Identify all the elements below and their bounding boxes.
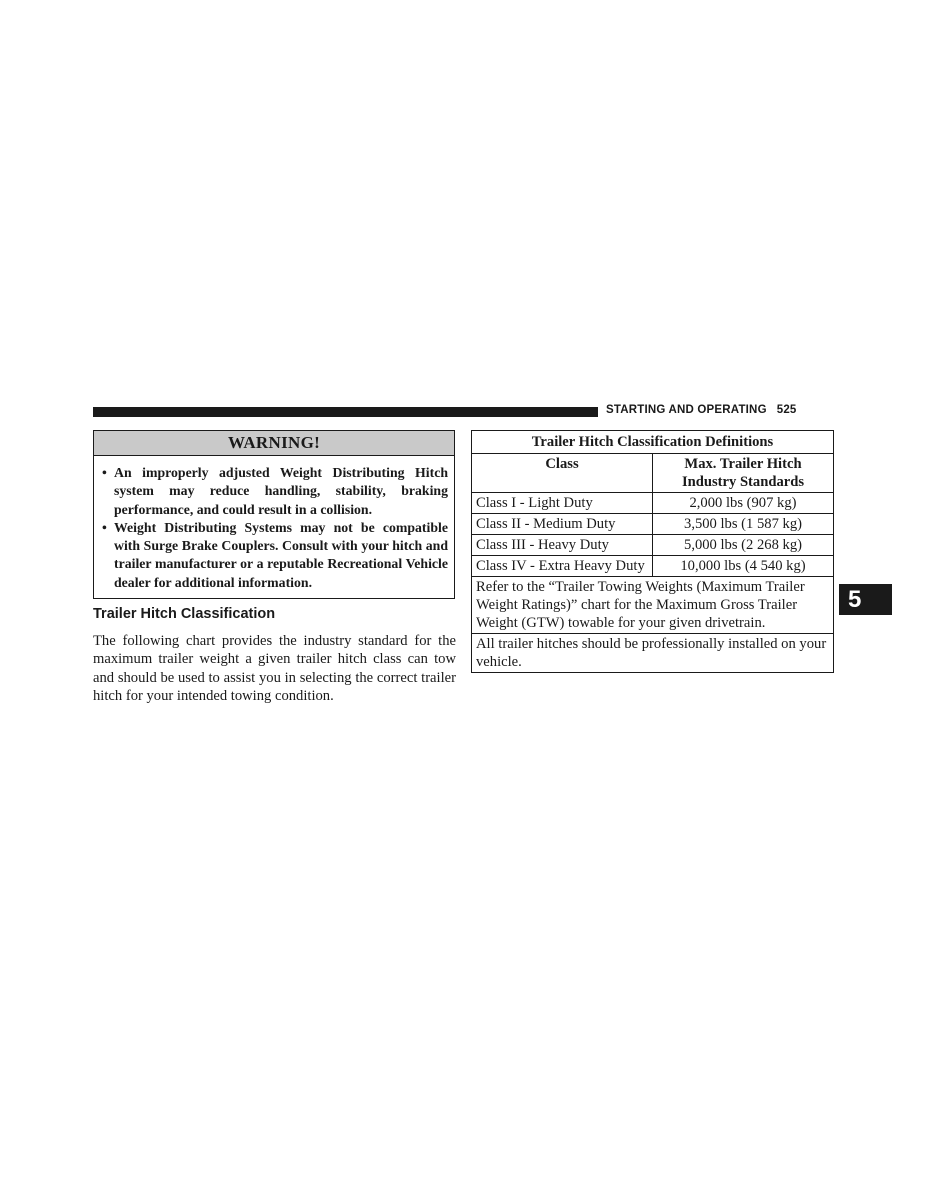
warning-title: WARNING! xyxy=(94,431,454,456)
warning-item: • An improperly adjusted Weight Distributing Hitch system may reduce handling, stability, braking performance, and could result in a collision. xyxy=(102,465,448,517)
class-cell: Class II - Medium Duty xyxy=(472,514,653,535)
table-note: All trailer hitches should be professionally installed on your vehicle. xyxy=(472,634,834,673)
bullet-icon: • xyxy=(102,465,107,480)
body-paragraph: The following chart provides the industry standard for the maximum trailer weight a given trailer hitch class can tow and should be used to assist you in selecting the correct trailer hitch for your intended towing condition. xyxy=(93,633,456,704)
table-row xyxy=(472,535,834,556)
page-header xyxy=(606,404,836,416)
class-cell: Class I - Light Duty xyxy=(472,493,653,514)
table-row xyxy=(472,493,834,514)
class-cell: Class III - Heavy Duty xyxy=(472,535,653,556)
weight-cell: 2,000 lbs (907 kg) xyxy=(653,493,834,514)
hitch-classification-table xyxy=(471,430,834,673)
header-rule xyxy=(93,407,598,417)
table-row xyxy=(472,556,834,577)
weight-cell: 10,000 lbs (4 540 kg) xyxy=(653,556,834,577)
warning-box xyxy=(93,430,455,599)
warning-list xyxy=(94,456,454,598)
class-cell: Class IV - Extra Heavy Duty xyxy=(472,556,653,577)
weight-cell: 5,000 lbs (2 268 kg) xyxy=(653,535,834,556)
table-row xyxy=(472,514,834,535)
table-note: Refer to the “Trailer Towing Weights (Maximum Trailer Weight Ratings)” chart for the Maximum Gross Trailer Weight (GTW) towable for your given drivetrain. xyxy=(472,577,834,634)
column-header-max-weight: Max. Trailer Hitch Industry Standards xyxy=(653,454,834,493)
table-caption: Trailer Hitch Classification Definitions xyxy=(472,431,834,454)
column-header-class: Class xyxy=(472,454,653,493)
weight-cell: 3,500 lbs (1 587 kg) xyxy=(653,514,834,535)
section-title: STARTING AND OPERATING xyxy=(606,404,767,416)
chapter-tab: 5 xyxy=(839,584,892,615)
page-number: 525 xyxy=(776,404,797,416)
bullet-icon: • xyxy=(102,519,107,535)
warning-item: • Weight Distributing Systems may not be compatible with Surge Brake Couplers. Consult with your hitch and trailer manufacturer or a reputable Recreational Vehicle dealer for additional information. xyxy=(102,519,448,590)
section-heading: Trailer Hitch Classification xyxy=(93,606,276,622)
